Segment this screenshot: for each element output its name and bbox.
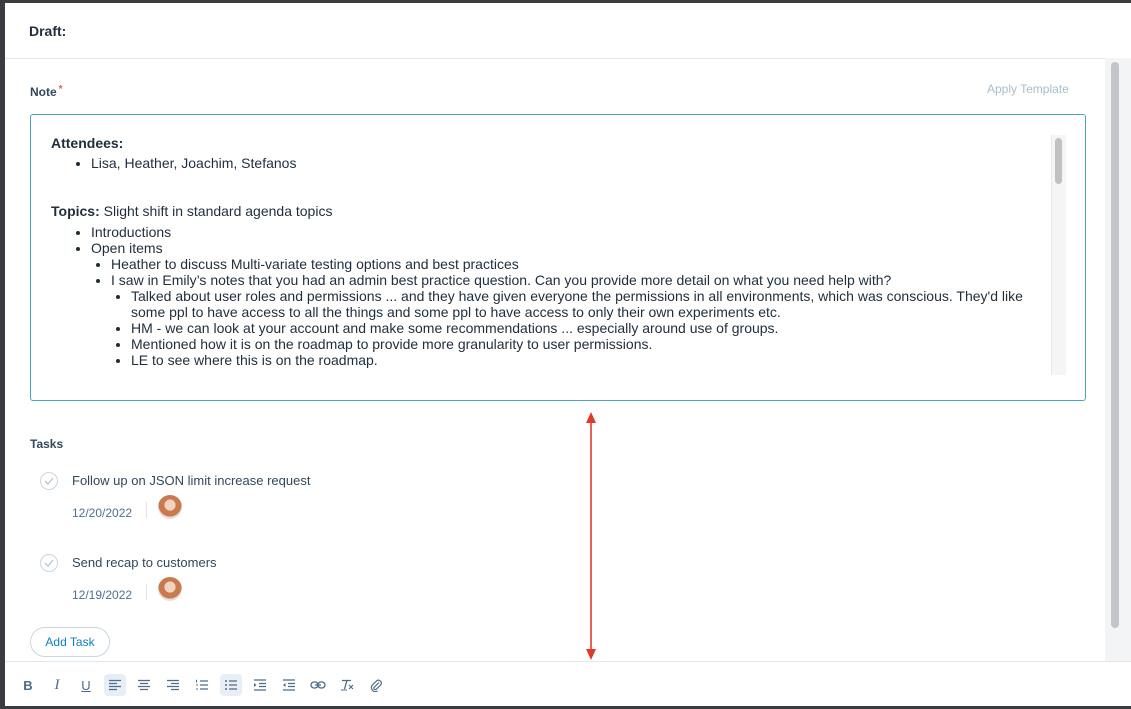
open-item-label: I saw in Emily’s notes that you had an admin best practice question. Can you provide more detail on what you need help with? (111, 272, 892, 288)
clear-formatting-icon (340, 679, 354, 691)
insert-link-button[interactable] (307, 674, 329, 696)
note-label-text: Note (30, 85, 57, 99)
tasks-label: Tasks (30, 437, 64, 451)
italic-button[interactable]: I (54, 676, 60, 693)
align-right-button[interactable] (162, 674, 184, 696)
note-editor-panel (5, 3, 1131, 709)
admin-detail-item: • HM - we can look at your account and make some recommendations ... especially around use of groups. (131, 320, 1051, 336)
outdent-icon (282, 679, 296, 691)
link-icon (310, 680, 326, 690)
assignee-avatar[interactable] (158, 495, 182, 519)
topics-heading: Topics: (51, 203, 100, 219)
page-scrollbar-thumb[interactable] (1111, 62, 1119, 628)
double-arrow-annotation-icon (583, 411, 599, 661)
topics-item: • Introductions (91, 224, 1051, 240)
apply-template-link[interactable]: Apply Template (987, 82, 1069, 96)
indent-button[interactable] (249, 674, 271, 696)
align-left-icon (108, 679, 122, 691)
align-center-icon (137, 679, 151, 691)
topics-subtitle: Slight shift in standard agenda topics (99, 203, 333, 219)
numbered-list-button[interactable] (191, 674, 213, 696)
required-marker: * (58, 84, 63, 95)
underline-button[interactable]: U (81, 677, 91, 693)
admin-detail-item: • Talked about user roles and permissions ... and they have given everyone the permissions in all environments, which was conscious. They'd like some ppl to have access to all the things and some ppl to have access to only their own experiments etc. (131, 288, 1051, 320)
bulleted-list-icon (224, 679, 238, 691)
task-divider (146, 584, 147, 600)
check-icon (44, 477, 54, 485)
align-right-icon (166, 679, 180, 691)
add-task-button[interactable]: Add Task (30, 627, 110, 657)
topics-item (91, 240, 1051, 368)
attendees-heading: Attendees: (51, 135, 124, 151)
task-due-date[interactable]: 12/19/2022 (72, 588, 133, 602)
assignee-avatar[interactable] (158, 577, 182, 601)
admin-detail-item: • LE to see where this is on the roadmap. (131, 352, 1051, 368)
task-complete-checkbox[interactable] (40, 472, 58, 490)
indent-icon (253, 679, 267, 691)
bold-button[interactable]: B (23, 677, 33, 693)
editor-scrollbar[interactable] (1051, 135, 1066, 375)
task-divider (146, 502, 147, 518)
topics-line (51, 203, 332, 219)
task-complete-checkbox[interactable] (40, 554, 58, 572)
task-title[interactable]: Send recap to customers (72, 555, 217, 570)
task-item (40, 554, 540, 614)
page-title: Draft: (29, 23, 67, 39)
editor-scrollbar-thumb[interactable] (1055, 138, 1062, 184)
topics-item-label: Open items (91, 240, 163, 256)
admin-detail-item: • Mentioned how it is on the roadmap to provide more granularity to user permissions. (131, 336, 1051, 352)
open-items-list (91, 256, 1051, 368)
open-item (111, 272, 1051, 368)
open-item: • Heather to discuss Multi-variate testing options and best practices (111, 256, 1051, 272)
paperclip-icon (370, 678, 382, 692)
page-scrollbar[interactable] (1105, 58, 1131, 662)
note-label (30, 85, 63, 99)
topics-list (71, 224, 1051, 368)
panel-header (5, 3, 1131, 59)
bulleted-list-button[interactable] (220, 674, 242, 696)
numbered-list-icon (195, 679, 209, 691)
clear-formatting-button[interactable] (336, 674, 358, 696)
align-center-button[interactable] (133, 674, 155, 696)
attendees-item: • Lisa, Heather, Joachim, Stefanos (91, 155, 296, 171)
attendees-list (71, 155, 296, 171)
formatting-toolbar (5, 661, 1131, 709)
attach-file-button[interactable] (365, 674, 387, 696)
check-icon (44, 559, 54, 567)
outdent-button[interactable] (278, 674, 300, 696)
admin-details-list (111, 288, 1051, 368)
task-item (40, 472, 540, 532)
task-title[interactable]: Follow up on JSON limit increase request (72, 473, 311, 488)
note-editor[interactable] (30, 114, 1086, 401)
note-content[interactable] (51, 115, 1051, 373)
align-left-button[interactable] (104, 674, 126, 696)
task-due-date[interactable]: 12/20/2022 (72, 506, 133, 520)
